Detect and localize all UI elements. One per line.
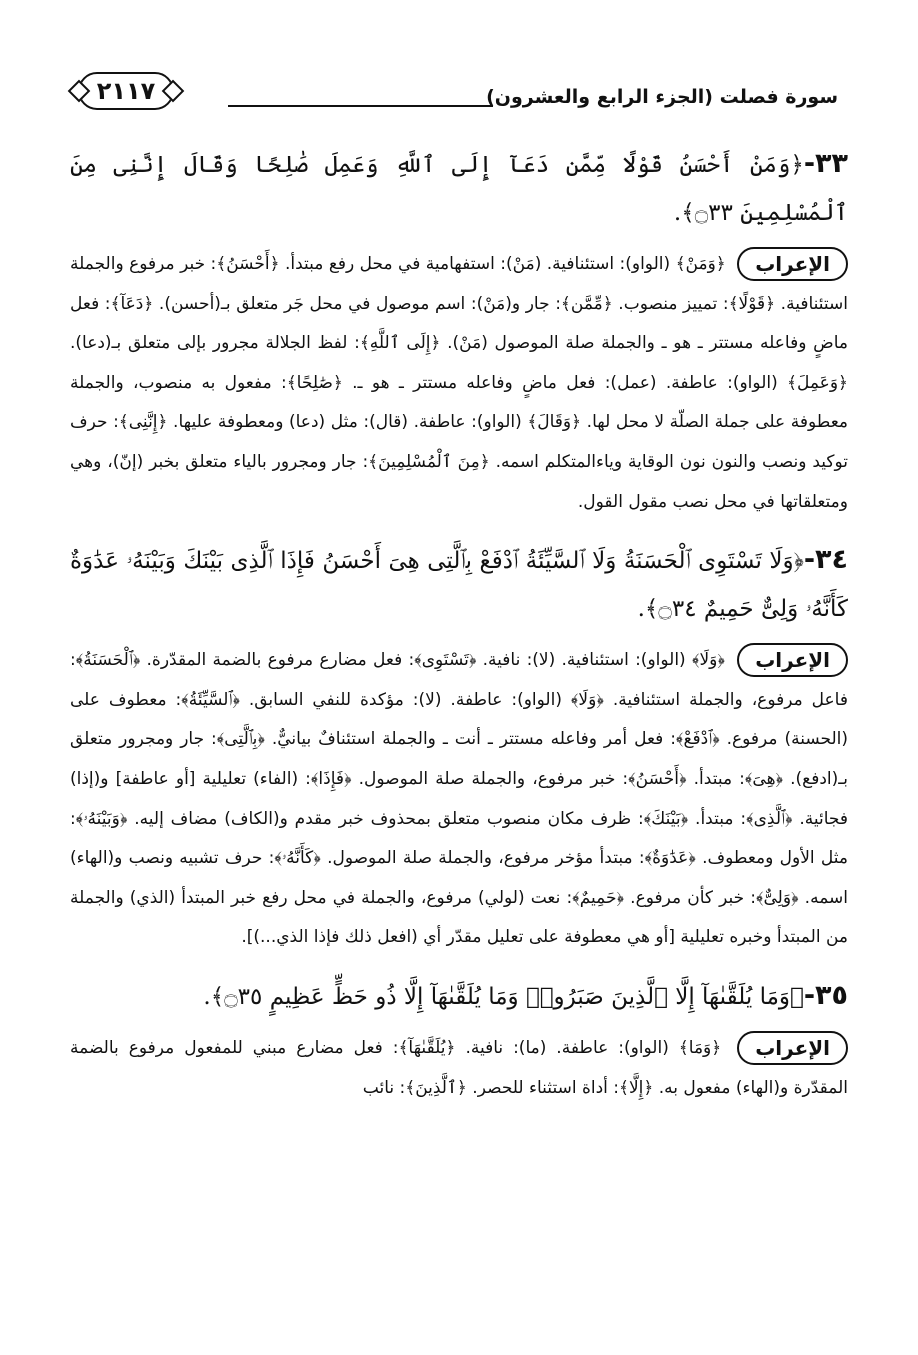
irab-label: الإعراب [737,643,848,677]
verse [70,536,848,633]
irab-label: الإعراب [737,247,848,281]
page-number: ٢١١٧ [78,72,174,110]
verse [70,140,848,237]
header-rule [228,105,493,107]
surah-part-title: سورة فصلت (الجزء الرابع والعشرون) [486,86,838,108]
irab-paragraph [70,641,848,958]
page-content [70,140,848,1122]
page-header [78,68,838,118]
irab-label: الإعراب [737,1031,848,1065]
verse-section-33 [70,140,848,522]
irab-text: ﴿وَلَا﴾ (الواو): استئنافية. (لا): نافية. ﴿تَسْتَوِى﴾: فعل مضارع مرفوع بالضمة المقدّرة. ﴿ٱلْحَسَنَةُ﴾: فاعل مرفوع، والجملة استئنافية. ﴿وَلَا﴾ (الواو): عاطفة. (لا): مؤكدة للنفي السابق. ﴿ٱلسَّيِّئَةُ﴾: معطوف على (الحسنة) مرفوع. ﴿ٱدْفَعْ﴾: فعل أمر وفاعله مستتر ـ أنت ـ والجملة استئنافٌ بيانيٌّ. ﴿بِٱلَّتِى﴾: جار ومجرور متعلق بـ(ادفع). ﴿هِىَ﴾: مبتدأ. ﴿أَحْسَنُ﴾: خبر مرفوع، والجملة صلة الموصول. ﴿فَإِذَا﴾: (الفاء) تعليلية [أو عاطفة] و(إذا) فجائية. ﴿ٱلَّذِى﴾: مبتدأ. ﴿بَيْنَكَ﴾: ظرف مكان منصوب متعلق بمحذوف خبر مقدم و(الكاف) مضاف إليه. ﴿وَبَيْنَهُۥ﴾: مثل الأول ومعطوف. ﴿عَدَٰوَةٌ﴾: مبتدأ مؤخر مرفوع، والجملة صلة الموصول. ﴿كَأَنَّهُۥ﴾: حرف تشبيه ونصب و(الهاء) اسمه. ﴿وَلِىٌّ﴾: خبر كأن مرفوع. ﴿حَمِيمٌ﴾: نعت (لولي) مرفوع، والجملة في محل رفع خبر المبتدأ (الذي) والجملة من المبتدأ وخبره تعليلية [أو هي معطوفة على تعليل مقدّر أي (افعل ذلك فإذا الذي...)]. [70,650,848,948]
verse-section-35 [70,972,848,1108]
irab-paragraph [70,245,848,522]
verse-text: ﴿وَلَا تَسْتَوِى ٱلْحَسَنَةُ وَلَا ٱلسَّيِّئَةُ ٱدْفَعْ بِٱلَّتِى هِىَ أَحْسَنُ فَإِذَا ٱلَّذِى بَيْنَكَ وَبَيْنَهُۥ عَدَٰوَةٌ كَأَنَّهُۥ وَلِىٌّ حَمِيمٌ ۝٣٤﴾. [70,548,848,623]
irab-paragraph [70,1029,848,1108]
verse-text: ﴿وَمَنْ أَحْسَنُ قَوْلًا مِّمَّن دَعَآ إِلَى ٱللَّهِ وَعَمِلَ صَٰلِحًا وَقَالَ إِنَّنِى مِنَ ٱلْمُسْلِمِينَ ۝٣٣﴾. [70,152,848,226]
verse-text: ﴿وَمَا يُلَقَّىٰهَآ إِلَّا ٱلَّذِينَ صَبَرُوا۟ وَمَا يُلَقَّىٰهَآ إِلَّا ذُو حَظٍّ عَظِيمٍ ۝٣٥﴾. [203,983,804,1010]
verse [70,972,848,1021]
verse-number: ٣٣- [803,148,848,179]
verse-number: ٣٥- [803,979,848,1011]
irab-text: ﴿وَمَا﴾ (الواو): عاطفة. (ما): نافية. ﴿يُلَقَّىٰهَآ﴾: فعل مضارع مبني للمفعول مرفوع بالضمة المقدّرة و(الهاء) مفعول به. ﴿إِلَّا﴾: أداة استثناء للحصر. ﴿ٱلَّذِينَ﴾: نائب [70,1037,848,1098]
irab-text: ﴿وَمَنْ﴾ (الواو): استئنافية. (مَنْ): استفهامية في محل رفع مبتدأ. ﴿أَحْسَنُ﴾: خبر مرفوع والجملة استئنافية. ﴿قَوْلًا﴾: تمييز منصوب. ﴿مِّمَّن﴾: جار و(مَنْ): اسم موصول في محل جَر متعلق بـ(أحسن). ﴿دَعَآ﴾: فعل ماضٍ وفاعله مستتر ـ هو ـ والجملة صلة الموصول (مَنْ). ﴿إِلَى ٱللَّهِ﴾: لفظ الجلالة مجرور بإلى متعلق بـ(دعا). ﴿وَعَمِلَ﴾ (الواو): عاطفة. (عمل): فعل ماضٍ وفاعله مستتر ـ هو ـ. ﴿صَٰلِحًا﴾: مفعول به منصوب، والجملة معطوفة على جملة الصلّة لا محل لها. ﴿وَقَالَ﴾ (الواو): عاطفة. (قال): مثل (دعا) ومعطوفة عليها. ﴿إِنَّنِى﴾: حرف توكيد ونصب والنون نون الوقاية وياءالمتكلم اسمه. ﴿مِنَ ٱلْمُسْلِمِينَ﴾: جار ومجرور بالياء متعلق بخبر (إنّ)، وهي ومتعلقاتها في محل نصب مقول القول. [70,254,848,512]
verse-number: ٣٤- [803,544,848,576]
verse-section-34 [70,536,848,958]
